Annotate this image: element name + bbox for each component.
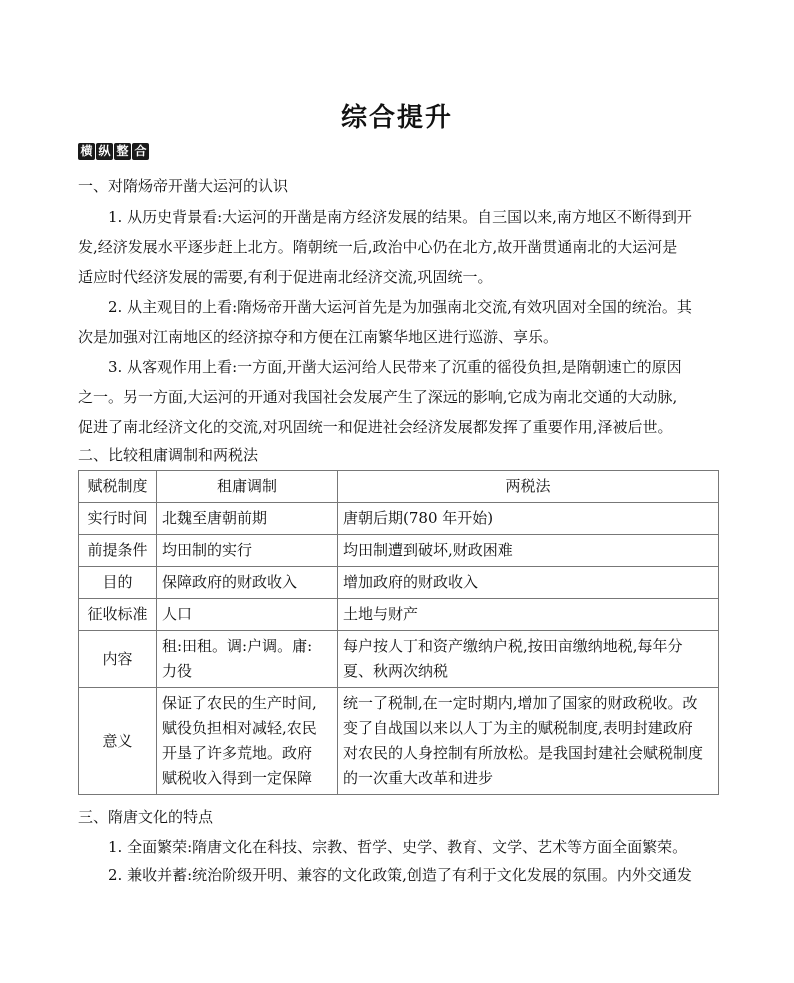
badge-char: 纵 bbox=[96, 143, 113, 160]
cell-liangshuifa: 增加政府的财政收入 bbox=[338, 567, 719, 599]
section-badge bbox=[78, 143, 149, 160]
row-label: 目的 bbox=[79, 567, 157, 599]
table-row bbox=[79, 567, 719, 599]
page-title: 综合提升 bbox=[340, 103, 453, 133]
paragraph-line: 之一。另一方面,大运河的开通对我国社会发展产生了深远的影响,它成为南北交通的大动脉, bbox=[78, 388, 678, 406]
cell-zuyongdiao: 北魏至唐朝前期 bbox=[157, 503, 338, 535]
table-row bbox=[79, 503, 719, 535]
paragraph-line: 适应时代经济发展的需要,有利于促进南北经济交流,巩固统一。 bbox=[78, 268, 493, 286]
paragraph-line: 1. 从历史背景看:大运河的开凿是南方经济发展的结果。自三国以来,南方地区不断得到开 bbox=[108, 208, 692, 226]
paragraph-line: 3. 从客观作用上看:一方面,开凿大运河给人民带来了沉重的徭役负担,是隋朝速亡的原因 bbox=[108, 358, 682, 376]
paragraph-line: 促进了南北经济文化的交流,对巩固统一和促进社会经济发展都发挥了重要作用,泽被后世。 bbox=[78, 418, 673, 436]
table-row bbox=[79, 688, 719, 795]
cell-zuyongdiao: 保障政府的财政收入 bbox=[157, 567, 338, 599]
section-heading: 一、对隋炀帝开凿大运河的认识 bbox=[78, 177, 289, 195]
paragraph-line: 次是加强对江南地区的经济掠夺和方便在江南繁华地区进行巡游、享乐。 bbox=[78, 328, 559, 346]
row-label: 内容 bbox=[79, 631, 157, 688]
table-row bbox=[79, 599, 719, 631]
table-row bbox=[79, 535, 719, 567]
paragraph-line: 发,经济发展水平逐步赶上北方。隋朝统一后,政治中心仍在北方,故开凿贯通南北的大运河是 bbox=[78, 238, 678, 256]
cell-liangshuifa: 每户按人丁和资产缴纳户税,按田亩缴纳地税,每年分 夏、秋两次纳税 bbox=[338, 631, 719, 688]
row-label: 征收标准 bbox=[79, 599, 157, 631]
cell-zuyongdiao: 租:田租。调:户调。庸: 力役 bbox=[157, 631, 338, 688]
section-heading: 三、隋唐文化的特点 bbox=[78, 808, 214, 826]
row-label: 前提条件 bbox=[79, 535, 157, 567]
cell-zuyongdiao: 保证了农民的生产时间, 赋役负担相对减轻,农民 开垦了许多荒地。政府 赋税收入得到一定保障 bbox=[157, 688, 338, 795]
paragraph-line: 2. 从主观目的上看:隋炀帝开凿大运河首先是为加强南北交流,有效巩固对全国的统治。其 bbox=[108, 298, 692, 316]
header-cell: 租庸调制 bbox=[157, 471, 338, 503]
cell-liangshuifa: 土地与财产 bbox=[338, 599, 719, 631]
table-row bbox=[79, 631, 719, 688]
row-label: 意义 bbox=[79, 688, 157, 795]
cell-zuyongdiao: 人口 bbox=[157, 599, 338, 631]
cell-liangshuifa: 均田制遭到破坏,财政困难 bbox=[338, 535, 719, 567]
paragraph-line: 1. 全面繁荣:隋唐文化在科技、宗教、哲学、史学、教育、文学、艺术等方面全面繁荣。 bbox=[108, 838, 688, 856]
cell-liangshuifa: 统一了税制,在一定时期内,增加了国家的财政税收。改 变了自战国以来以人丁为主的赋税制度,表明封建政府 对农民的人身控制有所放松。是我国封建社会赋税制度 的一次重大改革和进步 bbox=[338, 688, 719, 795]
badge-char: 整 bbox=[114, 143, 131, 160]
paragraph-line: 2. 兼收并蓄:统治阶级开明、兼容的文化政策,创造了有利于文化发展的氛围。内外交通发 bbox=[108, 866, 692, 884]
table-header-row bbox=[79, 471, 719, 503]
badge-char: 合 bbox=[132, 143, 149, 160]
row-label: 实行时间 bbox=[79, 503, 157, 535]
badge-char: 横 bbox=[78, 143, 95, 160]
cell-liangshuifa: 唐朝后期(780 年开始) bbox=[338, 503, 719, 535]
header-cell: 两税法 bbox=[338, 471, 719, 503]
header-cell: 赋税制度 bbox=[79, 471, 157, 503]
comparison-table bbox=[78, 470, 719, 795]
section-heading: 二、比较租庸调制和两税法 bbox=[78, 446, 259, 464]
cell-zuyongdiao: 均田制的实行 bbox=[157, 535, 338, 567]
